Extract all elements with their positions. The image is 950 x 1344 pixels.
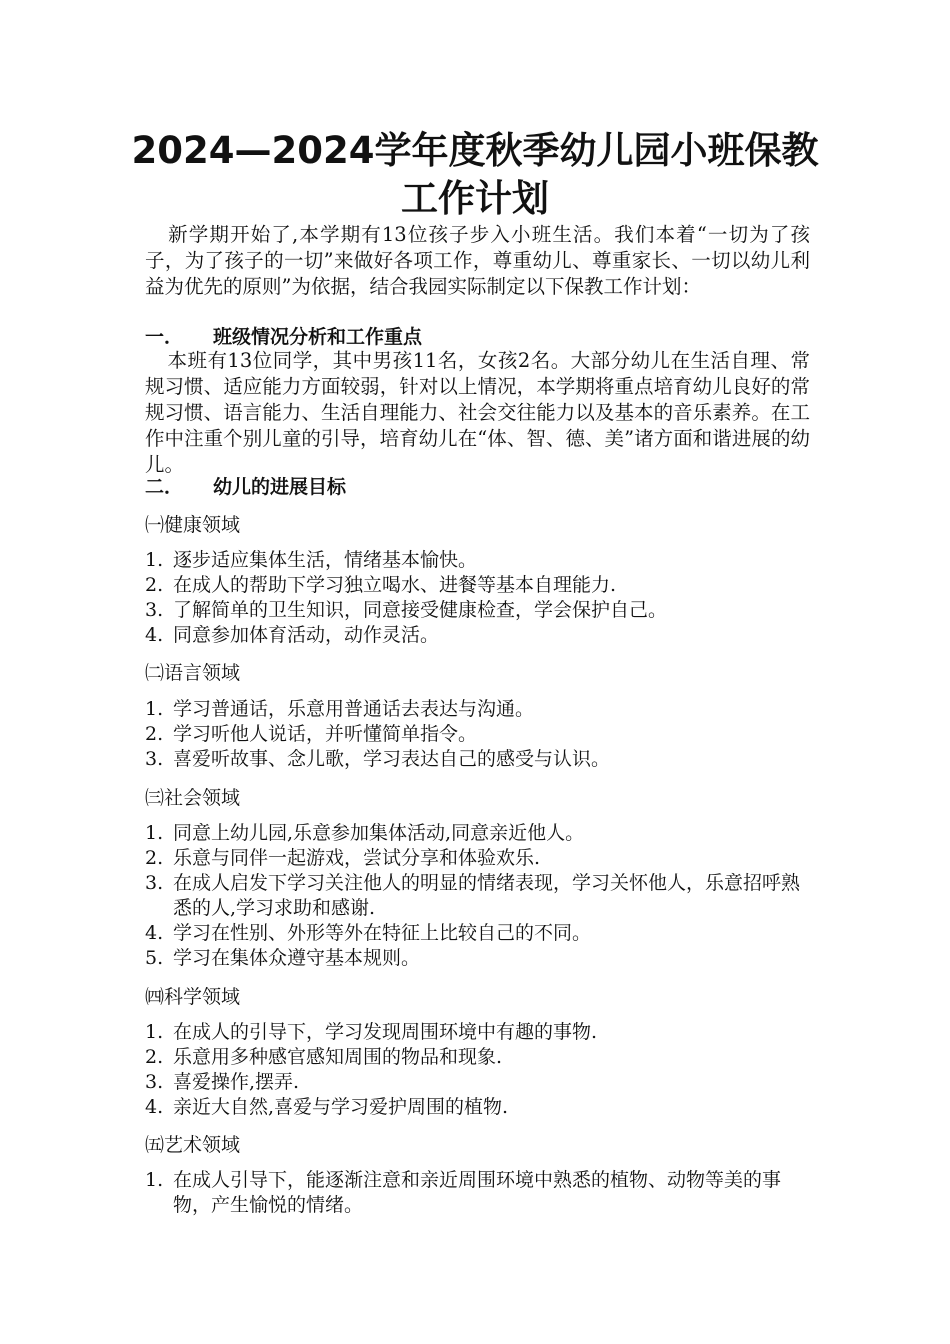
list-item-text: 学习听他人说话，并听懂简单指令。 (173, 723, 478, 745)
list-item (145, 821, 810, 846)
list-item (145, 722, 810, 747)
list-item (145, 1020, 810, 1045)
section2-heading (145, 474, 810, 500)
section1-title: 班级情况分析和工作重点 (213, 326, 423, 348)
section1-heading (145, 324, 810, 350)
list-item (145, 846, 810, 871)
list-item-number: 4. (145, 624, 164, 646)
list-item-text: 在成人的帮助下学习独立喝水、进餐等基本自理能力. (173, 574, 617, 596)
list-item-text: 喜爱操作,摆弄. (173, 1071, 300, 1093)
section1-number: 一． (145, 326, 184, 348)
list-item-text: 同意上幼儿园,乐意参加集体活动,同意亲近他人。 (173, 822, 585, 844)
list-item (145, 573, 810, 598)
domain-art-list (145, 1168, 810, 1218)
section1-paragraph (145, 348, 810, 478)
domain-language-list (145, 697, 810, 772)
list-item-number: 2. (145, 723, 164, 745)
list-item (145, 747, 810, 772)
list-item-number: 3. (145, 1071, 164, 1093)
list-item-text: 在成人启发下学习关注他人的明显的情绪表现，学习关怀他人，乐意招呼熟悉的人,学习求助和感谢. (173, 872, 801, 919)
list-item (145, 946, 810, 971)
list-item (145, 1070, 810, 1095)
list-item-text: 逐步适应集体生活，情绪基本愉快。 (173, 549, 478, 571)
list-item-text: 喜爱听故事、念儿歌，学习表达自己的感受与认识。 (173, 748, 611, 770)
domain-social-label: ㈢社会领域 (145, 787, 241, 809)
list-item-number: 3. (145, 748, 164, 770)
list-item (145, 871, 810, 921)
list-item-number: 5. (145, 947, 164, 969)
domain-health-label: ㈠健康领域 (145, 514, 241, 536)
list-item (145, 697, 810, 722)
list-item (145, 1095, 810, 1120)
list-item (145, 623, 810, 648)
list-item-text: 乐意用多种感官感知周围的物品和现象. (173, 1046, 503, 1068)
list-item-number: 2. (145, 574, 164, 596)
list-item-text: 在成人的引导下，学习发现周围环境中有趣的事物. (173, 1021, 598, 1043)
list-item-number: 2. (145, 847, 164, 869)
domain-social-list (145, 821, 810, 971)
section1-text: 本班有13位同学，其中男孩11名，女孩2名。大部分幼儿在生活自理、常规习惯、适应能力方面较弱，针对以上情况，本学期将重点培育幼儿良好的常规习惯、语言能力、生活自理能力、社会交往能力以及基本的音乐素养。在工作中注重个别儿童的引导，培育幼儿在“体、智、德、美”诸方面和谐进展的幼儿。 (145, 349, 810, 476)
list-item-number: 4. (145, 922, 164, 944)
document-title-line1: 2024—2024学年度秋季幼儿园小班保教 (131, 129, 819, 172)
domain-science-list (145, 1020, 810, 1120)
list-item-number: 4. (145, 1096, 164, 1118)
list-item-text: 乐意与同伴一起游戏，尝试分享和体验欢乐. (173, 847, 541, 869)
list-item-number: 1. (145, 1021, 164, 1043)
document-title-line2: 工作计划 (401, 177, 549, 220)
intro-text: 新学期开始了,本学期有13位孩子步入小班生活。我们本着“一切为了孩子，为了孩子的一切”来做好各项工作，尊重幼儿、尊重家长、一切以幼儿利益为优先的原则”为依据，结合我园实际制定以下保教工作计划： (145, 223, 810, 298)
list-item (145, 1168, 810, 1218)
section2-number: 二． (145, 476, 184, 498)
list-item-number: 3. (145, 599, 164, 621)
list-item-number: 1. (145, 1169, 164, 1191)
list-item-text: 学习在性别、外形等外在特征上比较自己的不同。 (173, 922, 592, 944)
list-item-number: 2. (145, 1046, 164, 1068)
list-item-number: 3. (145, 872, 164, 894)
intro-paragraph (145, 222, 810, 300)
list-item (145, 1045, 810, 1070)
list-item-text: 了解简单的卫生知识，同意接受健康检查，学会保护自己。 (173, 599, 668, 621)
list-item (145, 598, 810, 623)
section2-title: 幼儿的进展目标 (213, 476, 347, 498)
domain-language-label: ㈡语言领域 (145, 662, 241, 684)
list-item-number: 1. (145, 698, 164, 720)
list-item-text: 在成人引导下，能逐渐注意和亲近周围环境中熟悉的植物、动物等美的事物，产生愉悦的情绪。 (173, 1169, 782, 1216)
list-item-number: 1. (145, 549, 164, 571)
list-item-text: 同意参加体育活动，动作灵活。 (173, 624, 440, 646)
list-item (145, 921, 810, 946)
domain-science-label: ㈣科学领域 (145, 986, 241, 1008)
list-item-text: 学习在集体众遵守基本规则。 (173, 947, 421, 969)
list-item (145, 548, 810, 573)
domain-art-label: ㈤艺术领域 (145, 1134, 241, 1156)
domain-health-list (145, 548, 810, 648)
list-item-text: 学习普通话，乐意用普通话去表达与沟通。 (173, 698, 535, 720)
list-item-text: 亲近大自然,喜爱与学习爱护周围的植物. (173, 1096, 509, 1118)
list-item-number: 1. (145, 822, 164, 844)
